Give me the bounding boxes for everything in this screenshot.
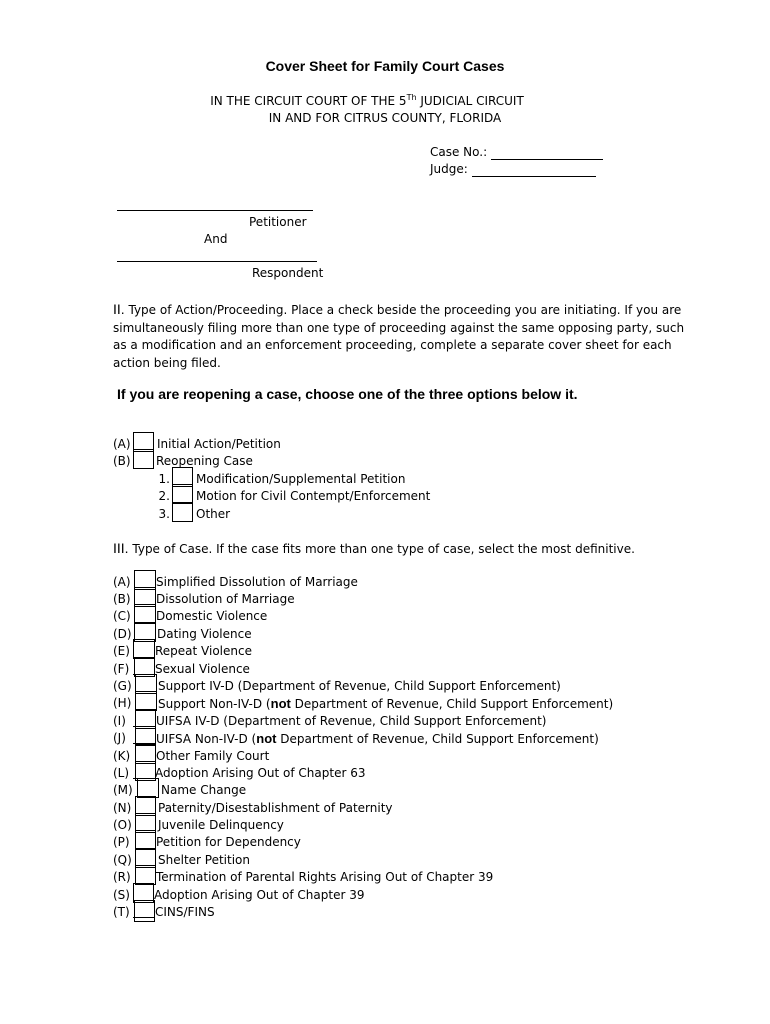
- reopen-option-1: [140, 471, 540, 488]
- case-type-label: Simplified Dissolution of Marriage: [156, 575, 358, 589]
- case-type-checkbox[interactable]: [137, 778, 159, 798]
- case-type-letter: (I): [113, 714, 126, 728]
- case-type-label-pre: UIFSA Non-IV-D (: [156, 732, 257, 746]
- court-line-1: [0, 93, 752, 108]
- case-type-letter: (L): [113, 766, 130, 780]
- section-3-text: Type of Case. If the case fits more than one type of case, select the most definitive.: [128, 542, 635, 556]
- case-type-row: [113, 817, 613, 834]
- case-type-label: [156, 730, 599, 748]
- case-type-label: Petition for Dependency: [156, 835, 301, 849]
- case-type-letter: (M): [113, 783, 133, 797]
- case-type-checkbox[interactable]: [135, 726, 156, 746]
- case-type-letter: (N): [113, 801, 132, 815]
- case-type-label: Repeat Violence: [155, 644, 252, 658]
- case-type-row: [113, 574, 613, 591]
- respondent-label: Respondent: [252, 266, 324, 280]
- respondent-name-line[interactable]: [117, 261, 317, 262]
- case-type-letter: (C): [113, 609, 131, 623]
- case-type-label: Sexual Violence: [155, 662, 250, 676]
- case-type-row: [113, 678, 633, 695]
- case-type-checkbox[interactable]: [134, 604, 156, 624]
- case-type-row: [113, 887, 613, 904]
- case-type-letter: (O): [113, 818, 132, 832]
- section-2-instructions: [113, 301, 688, 372]
- case-type-checkbox[interactable]: [135, 830, 156, 850]
- case-type-row: [113, 800, 613, 817]
- judge-label: Judge:: [430, 162, 468, 176]
- action-letter: (A): [113, 437, 131, 451]
- case-type-row: [113, 591, 613, 608]
- case-type-label: Termination of Parental Rights Arising Out of Chapter 39: [156, 870, 494, 884]
- case-type-letter: (K): [113, 749, 131, 763]
- court-line-1-pre: IN THE CIRCUIT COURT OF THE 5: [210, 94, 407, 108]
- action-label: Initial Action/Petition: [157, 437, 281, 451]
- case-type-label: Domestic Violence: [156, 609, 268, 623]
- case-type-row: [113, 730, 633, 747]
- case-type-label: Support IV-D (Department of Revenue, Child Support Enforcement): [158, 679, 561, 693]
- case-type-label-post: Department of Revenue, Child Support Enforcement): [276, 732, 599, 746]
- case-type-label: Adoption Arising Out of Chapter 63: [155, 766, 366, 780]
- case-type-row: [113, 869, 613, 886]
- case-type-label: Name Change: [161, 783, 247, 797]
- case-type-row: [113, 852, 613, 869]
- case-type-row: [113, 661, 613, 678]
- case-type-label-pre: Support Non-IV-D (: [158, 697, 271, 711]
- case-type-row: [113, 695, 633, 712]
- option-number: 2.: [158, 489, 170, 503]
- and-label: And: [204, 232, 228, 246]
- petitioner-label: Petitioner: [249, 215, 307, 229]
- case-number-input[interactable]: [491, 145, 603, 160]
- option-label: Other: [196, 507, 231, 521]
- case-number-label: Case No.:: [430, 145, 488, 159]
- case-type-checkbox[interactable]: [135, 865, 156, 885]
- reopen-option-3: [140, 506, 540, 523]
- case-type-row: [113, 748, 613, 765]
- case-number-field: [430, 145, 603, 160]
- section-2-numeral: II.: [113, 301, 125, 317]
- section-3-heading: [113, 540, 635, 556]
- court-line-1-sup: Th: [406, 93, 417, 102]
- case-type-letter: (P): [113, 835, 130, 849]
- option-label: Modification/Supplemental Petition: [196, 472, 406, 486]
- case-type-label: Dissolution of Marriage: [156, 592, 295, 606]
- section-3-numeral: III.: [113, 540, 129, 556]
- case-type-label-post: Department of Revenue, Child Support Enforcement): [290, 697, 614, 711]
- case-type-letter: (A): [113, 575, 131, 589]
- contempt-enforcement-checkbox[interactable]: [172, 484, 193, 504]
- case-type-letter: (F): [113, 662, 130, 676]
- case-type-row: [113, 713, 633, 730]
- case-type-label-emph: not: [256, 731, 277, 746]
- court-line-2: IN AND FOR CITRUS COUNTY, FLORIDA: [268, 111, 502, 125]
- reopen-heading: If you are reopening a case, choose one of the three options below it.: [117, 386, 578, 402]
- case-type-letter: (G): [113, 679, 132, 693]
- case-type-letter: (H): [113, 696, 132, 710]
- case-type-letter: (E): [113, 644, 130, 658]
- reopen-option-2: [140, 488, 540, 505]
- case-type-row: [113, 626, 613, 643]
- petitioner-name-line[interactable]: [117, 210, 313, 211]
- case-type-row: [113, 643, 613, 660]
- case-type-letter: (R): [113, 870, 131, 884]
- case-type-letter: (S): [113, 888, 130, 902]
- case-type-row: [113, 608, 613, 625]
- case-type-label: UIFSA IV-D (Department of Revenue, Child Support Enforcement): [156, 714, 547, 728]
- judge-field: [430, 162, 596, 177]
- action-row-initial: [113, 436, 513, 453]
- case-type-checkbox[interactable]: [134, 900, 155, 922]
- case-type-label: Shelter Petition: [158, 853, 250, 867]
- section-2-text: Type of Action/Proceeding. Place a check beside the proceeding you are initiating. If you are simultaneously filing more than one type of proceeding against the same opposing party, such as a modification and an enforcement proceeding, complete a separate cover sheet for each action being filed.: [113, 303, 685, 370]
- option-label: Motion for Civil Contempt/Enforcement: [196, 489, 431, 503]
- other-checkbox[interactable]: [172, 502, 193, 522]
- case-type-label: Adoption Arising Out of Chapter 39: [154, 888, 365, 902]
- case-type-row: [113, 904, 613, 921]
- case-type-label: CINS/FINS: [155, 905, 215, 919]
- option-number: 3.: [158, 507, 170, 521]
- case-type-label: Other Family Court: [156, 749, 270, 763]
- case-type-checkbox[interactable]: [133, 639, 155, 659]
- case-type-row: [113, 765, 613, 782]
- case-type-label: Paternity/Disestablishment of Paternity: [158, 801, 393, 815]
- case-type-label: Juvenile Delinquency: [158, 818, 284, 832]
- court-line-1-post: JUDICIAL CIRCUIT: [416, 94, 524, 108]
- case-type-letter: (J): [113, 731, 126, 745]
- case-type-letter: (B): [113, 592, 131, 606]
- action-label: Reopening Case: [156, 454, 253, 468]
- case-type-letter: (Q): [113, 853, 132, 867]
- case-type-row: [113, 782, 613, 799]
- case-type-label-emph: not: [270, 696, 291, 711]
- judge-input[interactable]: [472, 162, 596, 177]
- case-type-checkbox[interactable]: [135, 691, 157, 711]
- case-type-row: [113, 834, 613, 851]
- action-letter: (B): [113, 454, 131, 468]
- case-type-letter: (T): [113, 905, 130, 919]
- case-type-letter: (D): [113, 627, 132, 641]
- option-number: 1.: [158, 472, 170, 486]
- case-type-label: Dating Violence: [157, 627, 252, 641]
- page-title: Cover Sheet for Family Court Cases: [265, 58, 505, 74]
- case-type-label: [158, 695, 613, 713]
- reopening-case-checkbox[interactable]: [133, 449, 154, 469]
